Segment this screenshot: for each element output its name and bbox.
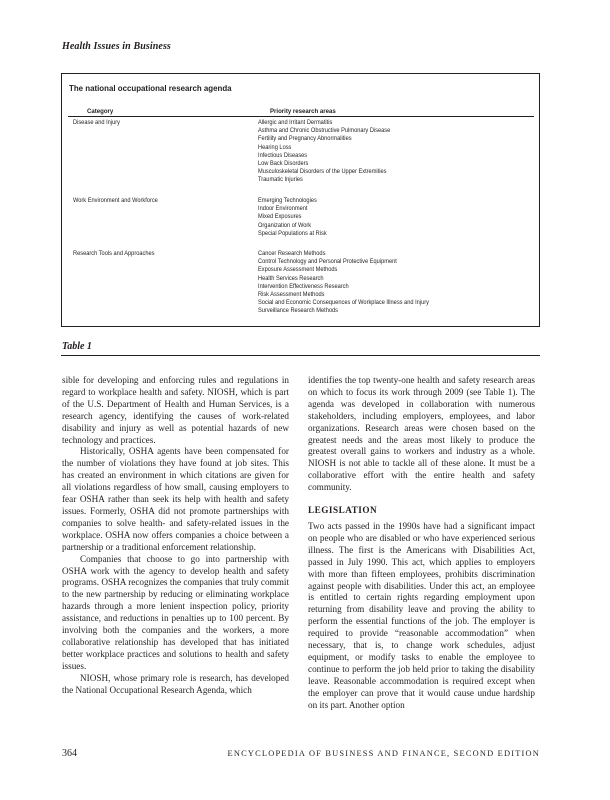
priority-area: Traumatic Injuries xyxy=(258,176,303,184)
paragraph: Historically, OSHA agents have been compensated for the number of violations they have found at job sites. This has created an environment in which citations are given for all violations regardless of how small, causing employers to fear OSHA rather than seek its help with health and safety issues. Formerly, OSHA did not promote partnerships with companies to solve health- and safety-related issues in the workplace. OSHA now offers companies a choice between a partnership or a traditional enforcement relationship. xyxy=(62,446,289,552)
body-column-right xyxy=(308,375,535,711)
paragraph: Two acts passed in the 1990s have had a significant impact on people who are disabled or who have experienced serious illness. The first is the Americans with Disabilities Act, passed in July 1990. This act, which applies to employers with more than fifteen employees, prohibits discrimination against people with disabilities. Under this act, an employee is entitled to certain rights regarding employment upon returning from disability leave and proving the ability to perform the essential functions of the job. The employer is required to provide “reasonable accommodation” when necessary, that is, to change work schedules, adjust equipment, or modify tasks to enable the employee to continue to perform the job held prior to taking the disability leave. Reasonable accommodation is required except when the employer can prove that it would cause undue hardship on its part. Another option xyxy=(308,520,535,710)
row-priority-areas xyxy=(258,250,429,316)
header-rule xyxy=(68,116,534,117)
priority-area: Intervention Effectiveness Research xyxy=(258,282,349,290)
priority-area: Risk Assessment Methods xyxy=(258,291,325,299)
section-heading: LEGISLATION xyxy=(308,505,378,516)
priority-area: Organization of Work xyxy=(258,221,312,229)
priority-area: Low Back Disorders xyxy=(258,160,309,168)
paragraph: Companies that choose to go into partnership with OSHA work with the agency to develop health and safety programs. OSHA recognizes the companies that truly commit to the new partnership by reducing or eliminating workplace hazards through a more lenient inspection policy, priority assistance, and reductions in penalties up to 100 percent. By involving both the companies and the workers, a more collaborative relationship has developed that has initiated better workplace practices and solutions to health and safety issues. xyxy=(62,553,289,671)
priority-area: Asthma and Chronic Obstructive Pulmonary Disease xyxy=(258,127,391,135)
priority-area: Surveillance Research Methods xyxy=(258,307,339,315)
priority-area: Control Technology and Personal Protective Equipment xyxy=(258,258,397,266)
priority-area: Cancer Research Methods xyxy=(258,250,326,257)
column-header-category: Category xyxy=(87,108,114,115)
table-title: The national occupational research agenda xyxy=(69,83,232,93)
priority-area: Musculoskeletal Disorders of the Upper Extremities xyxy=(258,168,387,176)
paragraph: NIOSH, whose primary role is research, has developed the National Occupational Research Agenda, which xyxy=(62,672,289,695)
page-number: 364 xyxy=(62,748,77,759)
paragraph: sible for developing and enforcing rules and regulations in regard to workplace health and safety. NIOSH, which is part of the U.S. Department of Health and Human Services, is a research agency, identifying the causes of work-related disability and injury as well as potential hazards of new technology and practices. xyxy=(62,375,289,445)
priority-area: Health Services Research xyxy=(258,274,324,282)
row-category: Work Environment and Workforce xyxy=(73,197,158,204)
paragraph: identifies the top twenty-one health and safety research areas on which to focus its work through 2009 (see Table 1). The agenda was developed in collaboration with numerous stakeholders, including employers, employees, and labor organizations. Research areas were chosen based on the greatest needs and the areas most likely to produce the greatest overall gains to workers and industry as a whole. NIOSH is not able to tackle all of these alone. It must be a collaborative effort with the entire health and safety community. xyxy=(308,375,535,493)
priority-area: Special Populations at Risk xyxy=(258,229,327,237)
column-header-priority: Priority research areas xyxy=(270,108,336,115)
body-column-left xyxy=(62,375,289,696)
priority-area: Indoor Environment xyxy=(258,205,308,213)
priority-area: Social and Economic Consequences of Workplace Illness and Injury xyxy=(258,299,429,307)
row-category: Disease and Injury xyxy=(73,119,120,126)
priority-area: Allergic and Irritant Dermatitis xyxy=(258,119,333,126)
book-title: ENCYCLOPEDIA OF BUSINESS AND FINANCE, SECOND EDITION xyxy=(227,749,540,758)
priority-area: Emerging Technologies xyxy=(258,197,317,204)
research-agenda-table xyxy=(61,73,540,327)
priority-area: Hearing Loss xyxy=(258,143,292,151)
table-caption: Table 1 xyxy=(62,341,92,352)
caption-rule xyxy=(61,355,540,356)
row-priority-areas xyxy=(258,119,390,185)
running-head: Health Issues in Business xyxy=(62,41,171,52)
priority-area: Infectious Diseases xyxy=(258,151,308,159)
row-category: Research Tools and Approaches xyxy=(73,250,155,257)
priority-area: Exposure Assessment Methods xyxy=(258,266,338,274)
row-priority-areas xyxy=(258,197,327,238)
priority-area: Mixed Exposures xyxy=(258,213,302,221)
priority-area: Fertility and Pregnancy Abnormalities xyxy=(258,135,352,143)
